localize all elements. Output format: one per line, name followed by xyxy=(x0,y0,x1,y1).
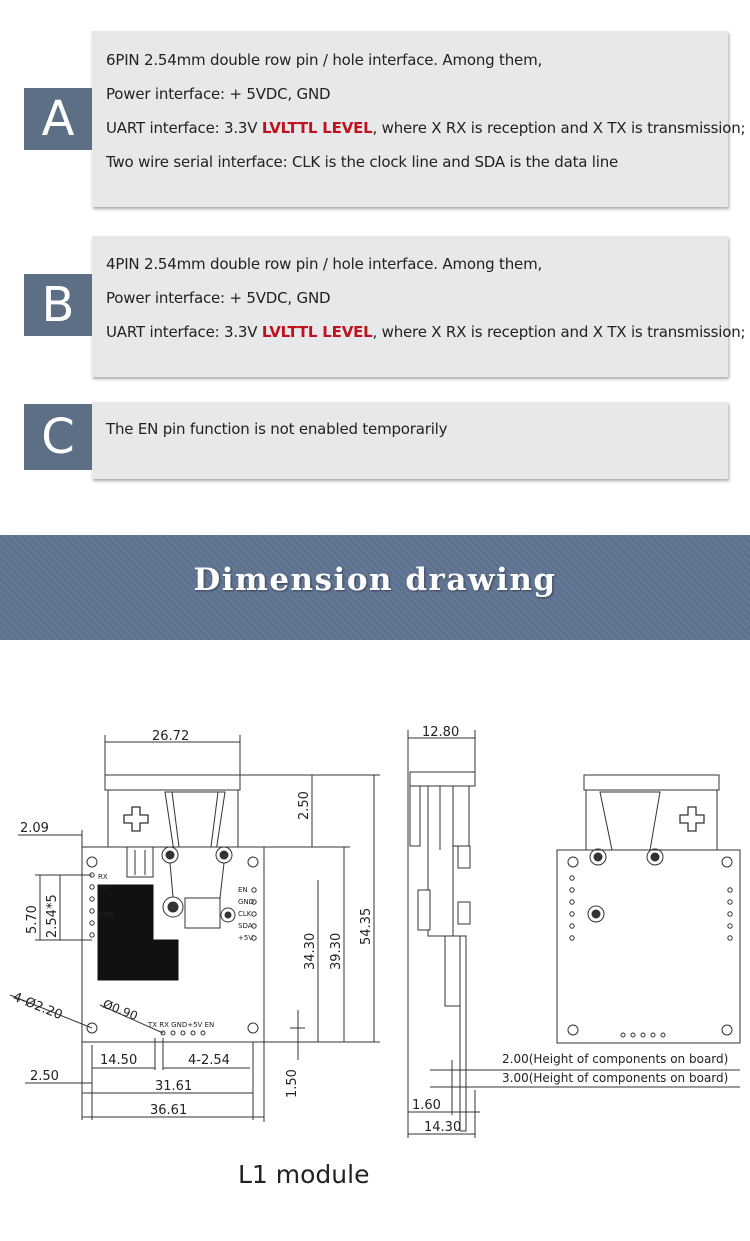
back-view xyxy=(557,775,740,1043)
dim-2-50-top: 2.50 xyxy=(297,791,312,820)
dim-2-50-left: 2.50 xyxy=(30,1069,59,1084)
dim-34-30: 34.30 xyxy=(303,932,318,970)
section-b-line-1: 4PIN 2.54mm double row pin / hole interface. Among them, xyxy=(106,255,543,273)
pin-label-left-tx: TX xyxy=(98,885,108,893)
section-b-letter: B xyxy=(24,274,92,336)
dim-14-50: 14.50 xyxy=(100,1053,138,1068)
section-c-card xyxy=(92,402,728,479)
section-b-line-3-text: UART interface: 3.3V xyxy=(106,323,262,341)
section-a-line-3-text: UART interface: 3.3V xyxy=(106,119,262,137)
pin-label-right-sda: SDA xyxy=(238,922,253,930)
section-a-line-3-rest: , where X RX is reception and X TX is transmission; xyxy=(372,119,746,137)
pin-label-left-gnd: GND xyxy=(98,911,115,919)
pin-label-right-en: EN xyxy=(238,886,248,894)
dim-31-61: 31.61 xyxy=(155,1079,193,1094)
dim-4-2-54: 4-2.54 xyxy=(188,1053,230,1068)
dim-small-hole: Ø0.90 xyxy=(100,996,140,1024)
note-2-00: 2.00(Height of components on board) xyxy=(502,1052,729,1066)
pin-label-left-rx: RX xyxy=(98,873,108,881)
dim-54-35: 54.35 xyxy=(359,907,374,945)
section-b-line-3-rest: , where X RX is reception and X TX is transmission; xyxy=(372,323,746,341)
section-b-line-3 xyxy=(106,323,745,341)
section-b-line-2: Power interface: + 5VDC, GND xyxy=(106,289,331,307)
section-c-line-1: The EN pin function is not enabled temporarily xyxy=(106,420,448,438)
dim-5-70: 5.70 xyxy=(25,905,40,934)
section-a-level-highlight: LVLTTL LEVEL xyxy=(261,119,373,137)
dim-14-30: 14.30 xyxy=(424,1120,462,1135)
dim-12-80: 12.80 xyxy=(422,725,460,740)
dim-1-50: 1.50 xyxy=(285,1069,300,1098)
dimension-drawing xyxy=(0,650,750,1170)
pin-label-bottom: TX RX GND+5V EN xyxy=(148,1021,215,1029)
pin-label-right-gnd: GND xyxy=(238,898,255,906)
section-a-line-4: Two wire serial interface: CLK is the clock line and SDA is the data line xyxy=(106,153,619,171)
section-a-line-2: Power interface: + 5VDC, GND xyxy=(106,85,331,103)
section-a-letter: A xyxy=(24,88,92,150)
dim-1-60: 1.60 xyxy=(412,1098,441,1113)
note-3-00: 3.00(Height of components on board) xyxy=(502,1071,729,1085)
dim-36-61: 36.61 xyxy=(150,1103,188,1118)
section-b-level-highlight: LVLTTL LEVEL xyxy=(261,323,373,341)
dim-pitch: 2.54*5 xyxy=(45,894,60,938)
section-a-line-1: 6PIN 2.54mm double row pin / hole interface. Among them, xyxy=(106,51,543,69)
pin-label-right-clk: CLK xyxy=(238,910,252,918)
dim-hole: 4-Ø2.20 xyxy=(10,989,65,1024)
pin-label-right-5v: +5V xyxy=(238,934,254,942)
dimension-banner-title: Dimension drawing xyxy=(193,562,557,598)
dim-2-09: 2.09 xyxy=(20,821,49,836)
section-c-letter: C xyxy=(24,404,92,470)
dim-39-30: 39.30 xyxy=(329,932,344,970)
section-a-line-3 xyxy=(106,119,745,137)
dim-26-72: 26.72 xyxy=(152,729,190,744)
module-caption: L1 module xyxy=(238,1160,370,1189)
front-view xyxy=(10,729,380,1122)
